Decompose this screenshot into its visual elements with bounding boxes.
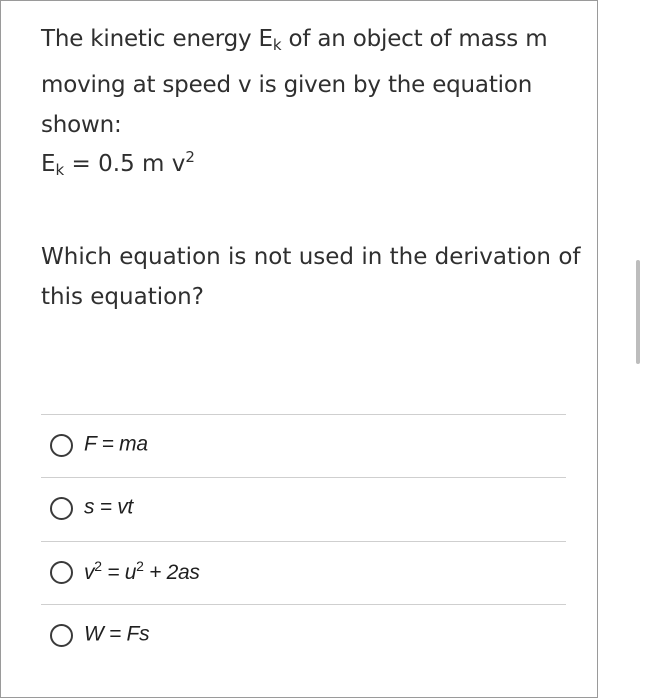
radio-button-icon[interactable] xyxy=(50,497,73,520)
formula-exponent: 2 xyxy=(185,148,195,166)
option-label: W = Fs xyxy=(84,622,150,646)
option-exponent: 2 xyxy=(136,557,144,574)
option-label xyxy=(84,558,200,585)
answer-option-4[interactable] xyxy=(41,604,566,666)
radio-button-icon[interactable] xyxy=(50,434,73,457)
option-label-part: v xyxy=(84,560,95,584)
option-label-part: + 2as xyxy=(143,560,200,584)
answer-option-1[interactable] xyxy=(41,414,566,476)
radio-button-icon[interactable] xyxy=(50,624,73,647)
kinetic-energy-formula xyxy=(41,137,195,190)
option-label: s = vt xyxy=(84,495,133,519)
intro-subscript: k xyxy=(272,36,282,54)
formula-lhs: E xyxy=(41,151,56,177)
intro-text-part1: The kinetic energy E xyxy=(41,26,273,52)
scrollbar-thumb[interactable] xyxy=(636,260,640,364)
question-stem xyxy=(41,19,581,145)
option-label: F = ma xyxy=(84,432,148,456)
answer-option-3[interactable] xyxy=(41,541,566,603)
question-prompt: Which equation is not used in the derivation of this equation? xyxy=(41,244,581,310)
answer-option-2[interactable] xyxy=(41,477,566,539)
intro-text-part2: of an object of mass m moving at speed v is given by the equation shown: xyxy=(41,26,548,138)
option-exponent: 2 xyxy=(94,557,102,574)
question-intro xyxy=(41,19,581,145)
formula-subscript: k xyxy=(55,161,65,179)
formula-rhs: = 0.5 m v xyxy=(64,151,186,177)
option-label-part: = u xyxy=(101,560,137,584)
radio-button-icon[interactable] xyxy=(50,561,73,584)
